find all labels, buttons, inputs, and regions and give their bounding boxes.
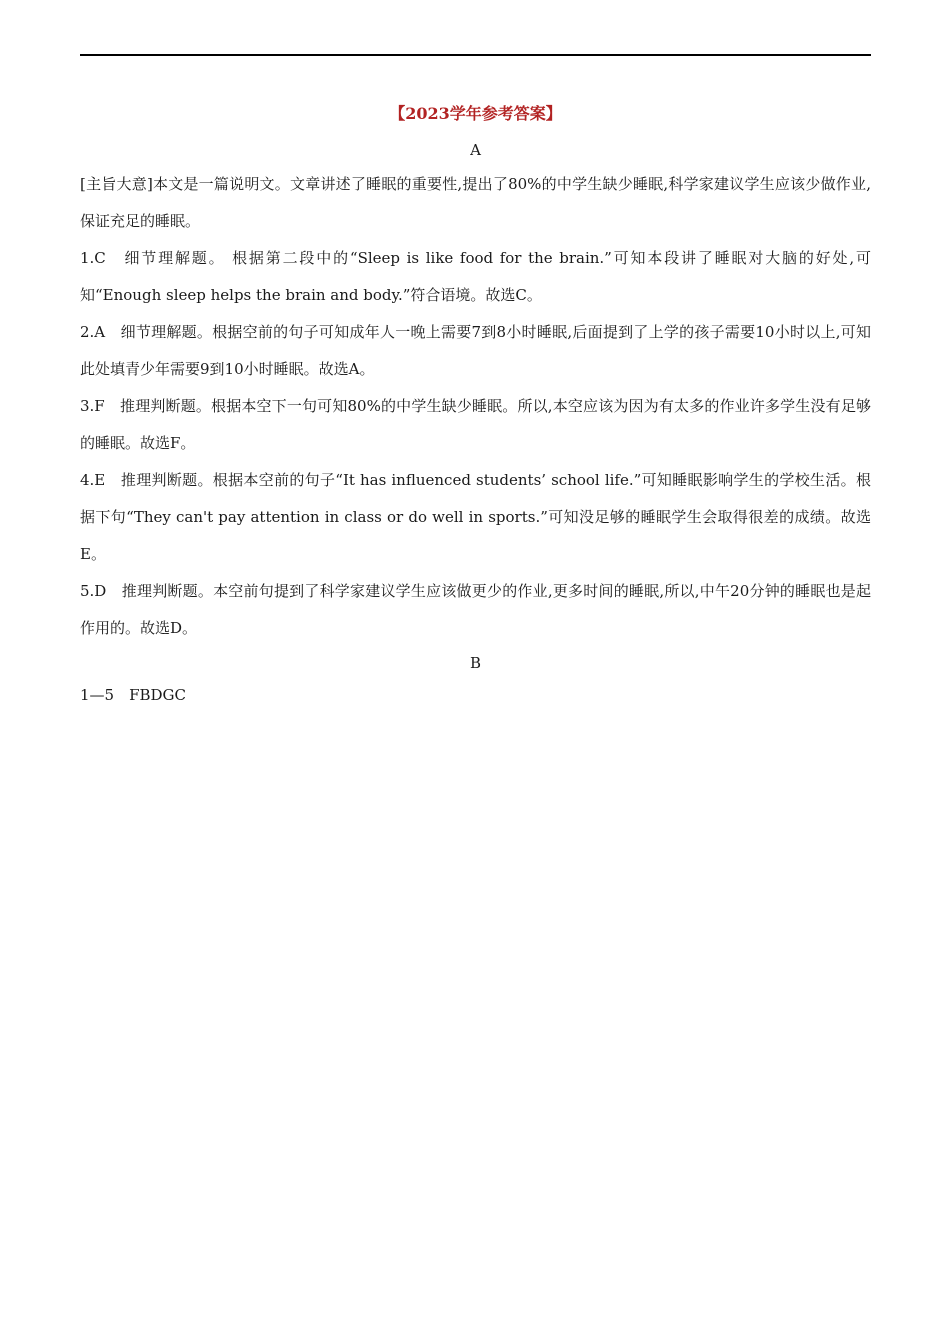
answer-item-2: 2.A 细节理解题。根据空前的句子可知成年人一晚上需要7到8小时睡眠,后面提到了上学的孩子需要10小时以上,可知此处填青少年需要9到10小时睡眠。故选A。 xyxy=(80,323,871,378)
answer-item-4: 4.E 推理判断题。根据本空前的句子“It has influenced students’ school life.”可知睡眠影响学生的学校生活。根据下句“They can't pay attention in class or do well in sports.”可知没足够的睡眠学生会取得很差的成绩。故选E。 xyxy=(80,471,871,563)
header-rule xyxy=(80,54,871,56)
answer-item-1: 1.C 细节理解题。 根据第二段中的“Sleep is like food for the brain.”可知本段讲了睡眠对大脑的好处,可知“Enough sleep helps the brain and body.”符合语境。故选C。 xyxy=(80,249,871,304)
section-b-label: B xyxy=(469,654,482,672)
section-b-answers: 1—5 FBDGC xyxy=(80,686,187,704)
section-a-label: A xyxy=(470,141,481,159)
page-title: 【2023学年参考答案】 xyxy=(389,104,562,123)
answer-item-3: 3.F 推理判断题。根据本空下一句可知80%的中学生缺少睡眠。所以,本空应该为因为有太多的作业许多学生没有足够的睡眠。故选F。 xyxy=(80,397,871,452)
answer-item-5: 5.D 推理判断题。本空前句提到了科学家建议学生应该做更少的作业,更多时间的睡眠,所以,中午20分钟的睡眠也是起作用的。故选D。 xyxy=(80,582,871,637)
answer-document xyxy=(80,100,871,711)
summary-paragraph: [主旨大意]本文是一篇说明文。文章讲述了睡眠的重要性,提出了80%的中学生缺少睡眠,科学家建议学生应该少做作业,保证充足的睡眠。 xyxy=(80,175,871,230)
